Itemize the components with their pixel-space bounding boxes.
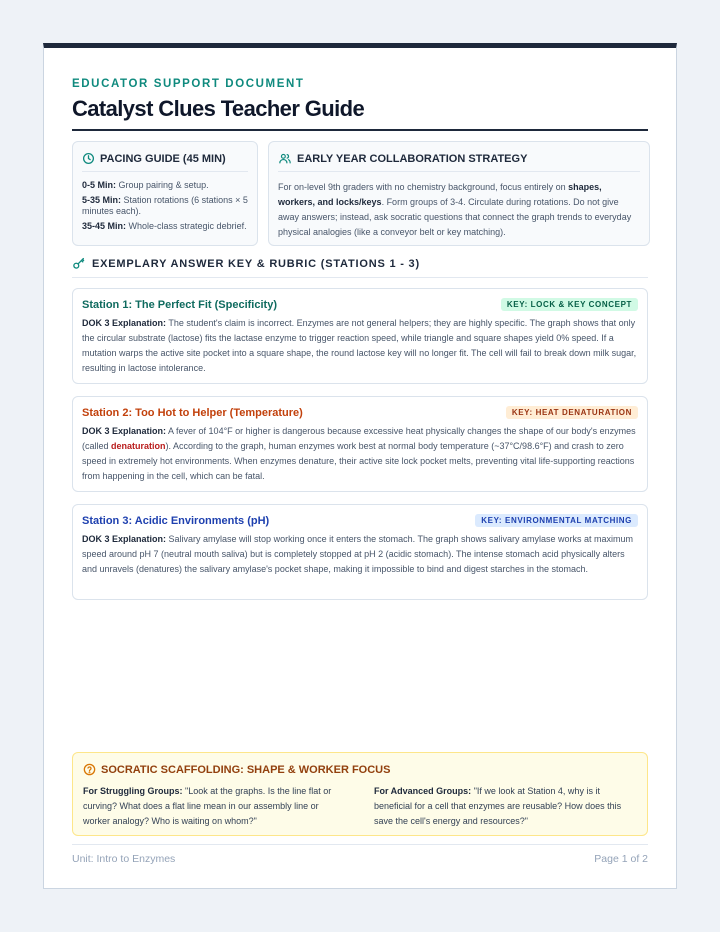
station-explanation: DOK 3 Explanation: The student's claim is incorrect. Enzymes are not general helpers; they are highly specific. The graph shows that only the circular substrate (lactose) fits the lactase enzyme to trigger reaction speed, while triangle and square shapes yield 0% speed. If a mutation warps the active site pocket into a square shape, the round lactose key will no longer fit. The cell will fail to break down milk sugar, resulting in lactose intolerance. — [82, 318, 637, 373]
station-key-badge: KEY: LOCK & KEY CONCEPT — [501, 298, 638, 311]
station-explanation: DOK 3 Explanation: Salivary amylase will stop working once it enters the stomach. The graph shows salivary amylase works at maximum speed around pH 7 (neutral mouth saliva) but is completely stopped at pH 2 (acidic stomach). The intense stomach acid physically alters and unravels (denatures) the salivary amylase's pocket shape, making it impossible to bind and digest starches in the stomach. — [82, 534, 634, 574]
collaboration-text: For on-level 9th graders with no chemistry background, focus entirely on shapes, workers, and locks/keys. Form groups of 3-4. Circulate during rotations. Do not give away answers; instead, ask socratic questions that connect the graph trends to everyday physical analogies (like a conveyor belt or key matching). — [278, 182, 632, 237]
station-explanation: DOK 3 Explanation: A fever of 104°F or higher is dangerous because excessive heat physically changes the shape of our body's enzymes (called denaturation). According to the graph, human enzymes work best at normal body temperature (~37°C/98.6°F) and crash to zero speed in extremely hot environments. When enzymes denature, their active site lock pocket melts, preventing vital life-supporting reactions from happening in the cell, which can be fatal. — [82, 426, 636, 481]
document-eyebrow: EDUCATOR SUPPORT DOCUMENT — [72, 78, 305, 90]
station-card-3 — [72, 504, 648, 600]
station-key-badge: KEY: HEAT DENATURATION — [506, 406, 638, 419]
footer-divider — [72, 844, 648, 845]
answer-key-header — [72, 258, 648, 278]
collaboration-title: EARLY YEAR COLLABORATION STRATEGY — [297, 152, 528, 165]
station-card-1 — [72, 288, 648, 384]
station-key-badge: KEY: ENVIRONMENTAL MATCHING — [475, 514, 638, 527]
collaboration-strategy-card — [268, 141, 650, 246]
question-circle-icon — [83, 763, 96, 776]
struggling-groups-prompt: For Struggling Groups: "Look at the graphs. Is the line flat or curving? What does a flat line mean in our assembly line or worker analogy? Who is waiting on whom?" — [83, 786, 332, 826]
pacing-guide-title: PACING GUIDE (45 MIN) — [100, 152, 226, 165]
collaboration-header — [278, 152, 640, 172]
answer-key-title: EXEMPLARY ANSWER KEY & RUBRIC (STATIONS 1 - 3) — [92, 257, 420, 270]
pacing-item: 0-5 Min: Group pairing & setup. — [82, 180, 209, 190]
station-title: Station 1: The Perfect Fit (Specificity) — [82, 298, 277, 311]
socratic-scaffolding-card — [72, 752, 648, 836]
pacing-item: 35-45 Min: Whole-class strategic debrief. — [82, 221, 247, 231]
pacing-item: 5-35 Min: Station rotations (6 stations × 5 minutes each). — [82, 195, 248, 216]
socratic-title: SOCRATIC SCAFFOLDING: SHAPE & WORKER FOCUS — [101, 763, 391, 776]
advanced-groups-prompt: For Advanced Groups: "If we look at Station 4, why is it beneficial for a cell that enzymes are reusable? How does this save the cell's energy and resources?" — [374, 786, 622, 826]
clock-icon — [82, 152, 95, 165]
station-card-2 — [72, 396, 648, 492]
footer-unit: Unit: Intro to Enzymes — [72, 853, 176, 865]
station-title: Station 3: Acidic Environments (pH) — [82, 514, 270, 527]
title-divider — [72, 129, 648, 131]
pacing-guide-header — [82, 152, 248, 172]
station-title: Station 2: Too Hot to Helper (Temperature) — [82, 406, 303, 419]
pacing-guide-card — [72, 141, 258, 246]
socratic-header — [83, 763, 637, 776]
highlight-term: denaturation — [111, 441, 166, 451]
users-icon — [278, 152, 292, 165]
document-page — [43, 43, 677, 889]
footer-page-number: Page 1 of 2 — [594, 853, 648, 865]
page-title: Catalyst Clues Teacher Guide — [72, 96, 365, 121]
key-icon — [72, 257, 86, 270]
